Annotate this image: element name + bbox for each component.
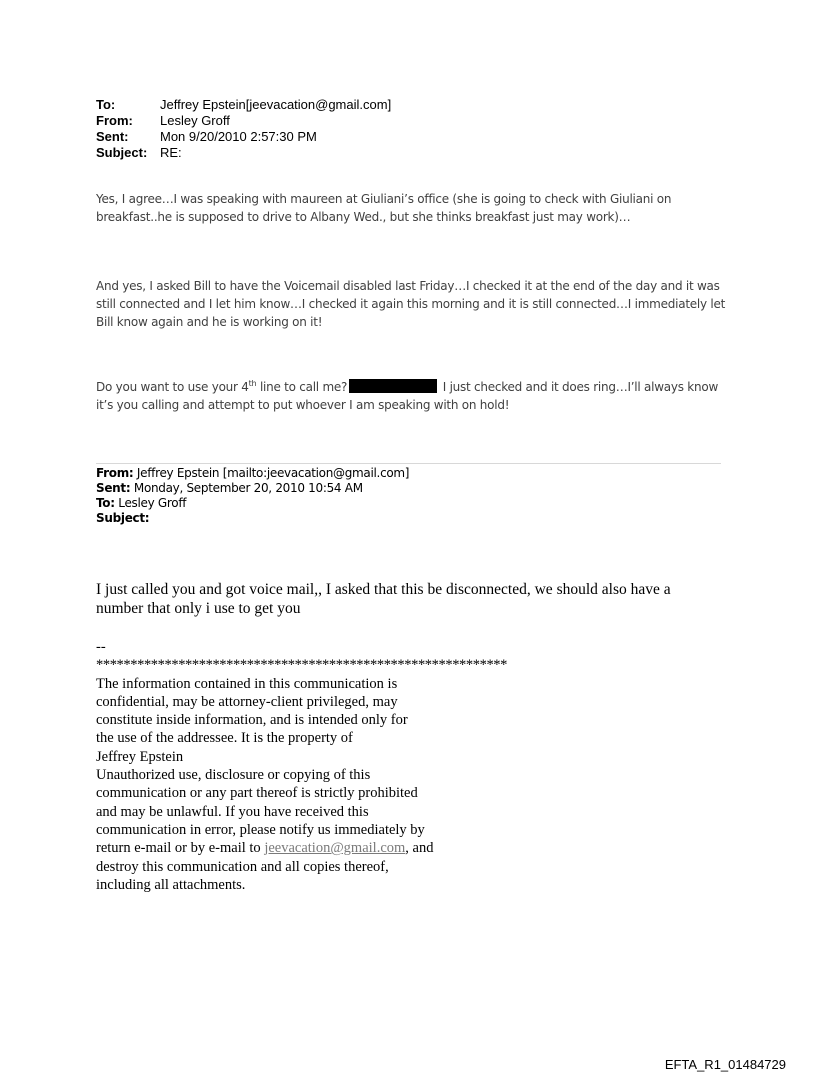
return-suffix: , and [405, 840, 434, 857]
to-value: Jeffrey Epstein[jeevacation@gmail.com] [160, 97, 392, 112]
forwarded-header [96, 466, 409, 526]
signature-line: the use of the addressee. It is the property of [96, 730, 353, 747]
signature-line: Jeffrey Epstein [96, 748, 184, 765]
fwd-to-value: Lesley Groff [114, 496, 187, 510]
to-label: To: [96, 97, 116, 112]
signature-line: confidential, may be attorney-client privileged, may [96, 693, 398, 710]
header-from-row [96, 113, 391, 129]
signature-line: communication in error, please notify us immediately by [96, 821, 425, 838]
signature-line: communication or any part thereof is strictly prohibited [96, 785, 418, 802]
from-value: Lesley Groff [160, 113, 230, 128]
signature-stars: ************************************************************ [96, 657, 508, 674]
signature-line: including all attachments. [96, 876, 246, 893]
reply-paragraph-2: And yes, I asked Bill to have the Voicemail disabled last Friday…I checked it at the end of the day and it was still connected and I let him know…I checked it again this morning and it is still connected…I immediately let Bill know again and he is working on it! [96, 279, 726, 329]
header-subject-row [96, 145, 391, 161]
fwd-subject-row [96, 511, 409, 526]
signature-return-line [96, 839, 507, 857]
fwd-sent-label: Sent: [96, 481, 131, 495]
signature-line: Unauthorized use, disclosure or copying of this [96, 767, 371, 784]
signature-block [96, 638, 507, 894]
original-message: I just called you and got voice mail,, I asked that this be disconnected, we should also have a number that only i use to get you [96, 581, 671, 617]
reply-p3-end: I just checked and it does ring…I’ll always know it’s you calling and attempt to put whoever I am speaking with on hold! [96, 380, 719, 412]
signature-line: constitute inside information, and is intended only for [96, 712, 408, 729]
return-prefix: return e-mail or by e-mail to [96, 840, 265, 857]
reply-paragraph-3 [96, 378, 736, 414]
from-label: From: [96, 113, 133, 128]
signature-dashes: -- [96, 639, 106, 655]
email-header [96, 97, 391, 161]
signature-line: and may be unlawful. If you have received this [96, 803, 369, 820]
fwd-from-row [96, 466, 409, 481]
subject-value: RE: [160, 145, 182, 160]
fwd-from-value: Jeffrey Epstein [mailto:jeevacation@gmail.com] [133, 466, 410, 480]
reply-paragraph-1: Yes, I agree…I was speaking with maureen at Giuliani’s office (she is going to check with Giuliani on breakfast..he is supposed to drive to Albany Wed., but she thinks breakfast just may work)… [96, 192, 672, 224]
fwd-sent-value: Monday, September 20, 2010 10:54 AM [130, 481, 363, 495]
fwd-subject-label: Subject: [96, 511, 150, 525]
reply-p3-mid: line to call me? [256, 380, 348, 394]
separator-line [96, 463, 721, 464]
signature-line: The information contained in this communication is [96, 675, 398, 692]
fwd-to-label: To: [96, 496, 115, 510]
subject-label: Subject: [96, 145, 148, 160]
header-sent-row [96, 129, 391, 145]
header-to-row [96, 97, 391, 113]
document-id: EFTA_R1_01484729 [664, 1057, 786, 1072]
email-link[interactable]: jeevacation@gmail.com [264, 840, 406, 857]
sent-label: Sent: [96, 129, 129, 144]
fwd-from-label: From: [96, 466, 134, 480]
redaction-box [349, 379, 437, 393]
fwd-to-row [96, 496, 409, 511]
sent-value: Mon 9/20/2010 2:57:30 PM [160, 129, 317, 144]
signature-line: destroy this communication and all copies thereof, [96, 858, 389, 875]
fwd-sent-row [96, 481, 409, 496]
reply-p3-superscript: th [248, 379, 257, 388]
reply-p3-start: Do you want to use your 4 [96, 380, 249, 394]
